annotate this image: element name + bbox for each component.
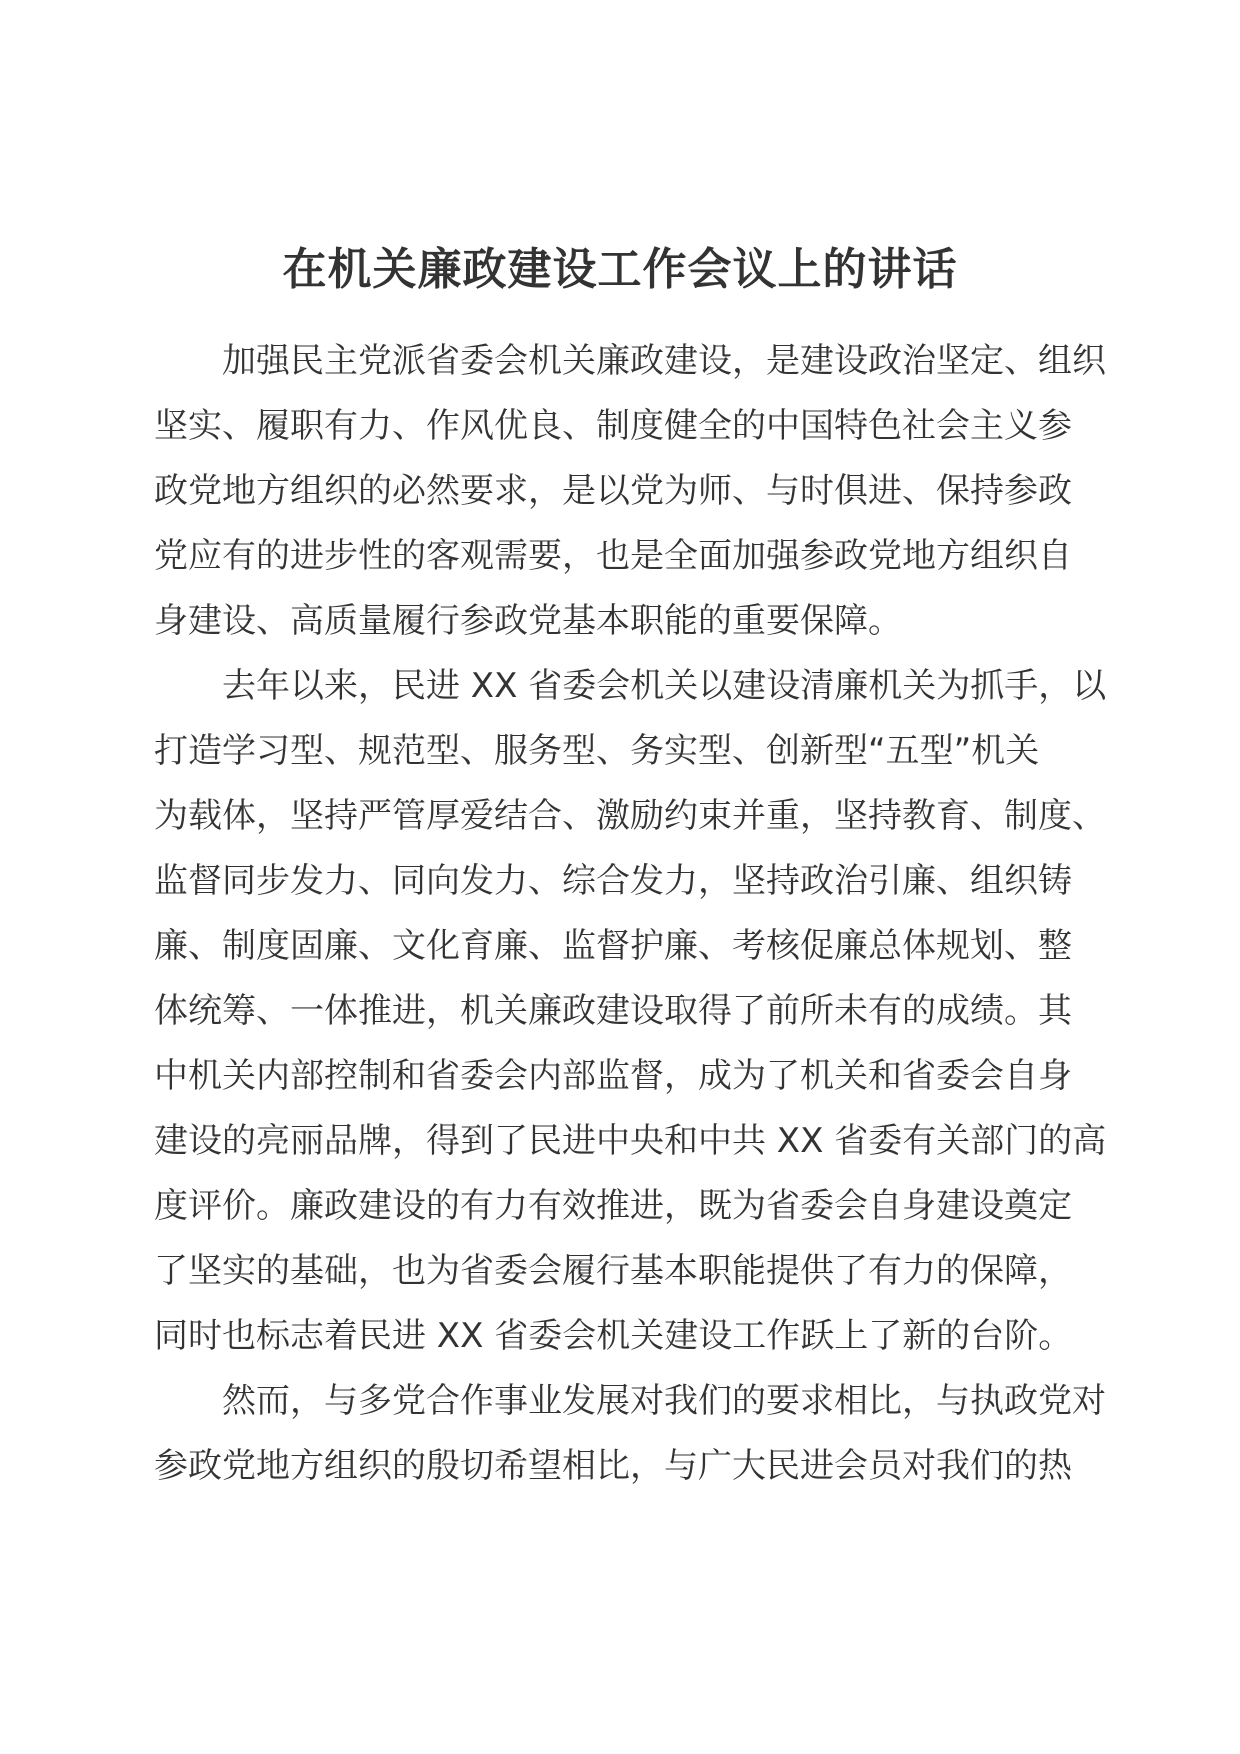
text-line: 为载体，坚持严管厚爱结合、激励约束并重，坚持教育、制度、 [154, 796, 1106, 836]
paragraph-1 [154, 329, 1106, 654]
text-line: 政党地方组织的必然要求，是以党为师、与时俱进、保持参政 [154, 471, 1072, 511]
text-line: 了坚实的基础，也为省委会履行基本职能提供了有力的保障， [154, 1251, 1072, 1291]
paragraph-2 [154, 654, 1107, 1369]
text-line: 参政党地方组织的殷切希望相比，与广大民进会员对我们的热 [154, 1446, 1072, 1486]
text-line: 建设的亮丽品牌，得到了民进中央和中共 XX 省委有关部门的高 [154, 1121, 1107, 1161]
text-line: 度评价。廉政建设的有力有效推进，既为省委会自身建设奠定 [154, 1186, 1072, 1226]
text-line: 去年以来，民进 XX 省委会机关以建设清廉机关为抓手，以 [222, 666, 1107, 706]
text-line: 然而，与多党合作事业发展对我们的要求相比，与执政党对 [222, 1381, 1106, 1421]
text-line: 监督同步发力、同向发力、综合发力，坚持政治引廉、组织铸 [154, 861, 1072, 901]
text-line: 体统筹、一体推进，机关廉政建设取得了前所未有的成绩。其 [154, 991, 1072, 1031]
text-line: 身建设、高质量履行参政党基本职能的重要保障。 [154, 601, 902, 641]
text-line: 廉、制度固廉、文化育廉、监督护廉、考核促廉总体规划、整 [154, 926, 1072, 966]
text-line: 打造学习型、规范型、服务型、务实型、创新型“五型”机关 [154, 731, 1040, 771]
text-line: 加强民主党派省委会机关廉政建设，是建设政治坚定、组织 [222, 341, 1106, 381]
text-line: 坚实、履职有力、作风优良、制度健全的中国特色社会主义参 [154, 406, 1072, 446]
paragraph-3 [154, 1369, 1106, 1499]
document-body [154, 329, 1107, 1499]
document-title: 在机关廉政建设工作会议上的讲话 [282, 244, 958, 295]
text-line: 党应有的进步性的客观需要，也是全面加强参政党地方组织自 [154, 536, 1072, 576]
text-line: 中机关内部控制和省委会内部监督，成为了机关和省委会自身 [154, 1056, 1072, 1096]
text-line: 同时也标志着民进 XX 省委会机关建设工作跃上了新的台阶。 [154, 1316, 1073, 1356]
